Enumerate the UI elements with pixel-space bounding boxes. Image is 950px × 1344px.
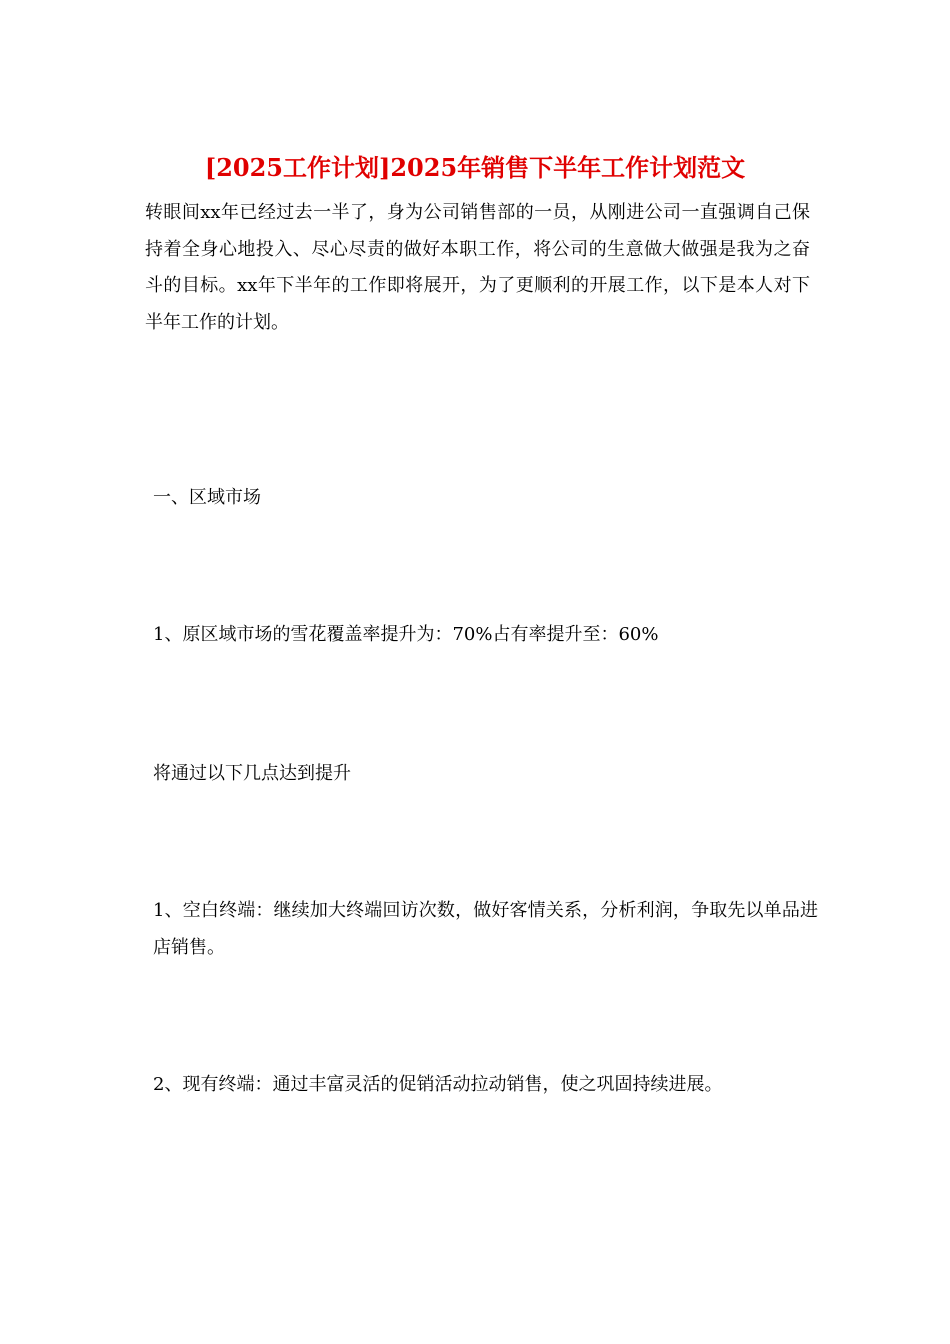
improvement-lead-text: 将通过以下几点达到提升 — [153, 763, 351, 784]
coverage-target-item: 1、原区域市场的雪花覆盖率提升为：70%占有率提升至：60% — [153, 624, 659, 645]
existing-terminal-item: 2、现有终端：通过丰富灵活的促销活动拉动销售，使之巩固持续进展。 — [153, 1074, 723, 1095]
intro-paragraph: 转眼间xx年已经过去一半了，身为公司销售部的一员，从刚进公司一直强调自己保持着全身心地投入、尽心尽责的做好本职工作，将公司的生意做大做强是我为之奋斗的目标。xx年下半年的工作即将展开，为了更顺利的开展工作，以下是本人对下半年工作的计划。 — [145, 202, 810, 333]
blank-terminal-item: 1、空白终端：继续加大终端回访次数，做好客情关系，分析利润，争取先以单品进店销售。 — [153, 900, 818, 958]
section-heading-regional-market: 一、区域市场 — [153, 487, 261, 508]
document-title: [2025工作计划]2025年销售下半年工作计划范文 — [204, 153, 746, 182]
